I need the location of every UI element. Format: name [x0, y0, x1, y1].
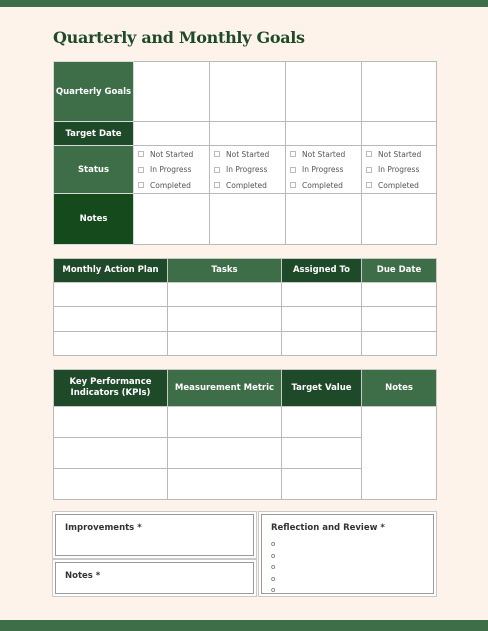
table-cell[interactable] [54, 407, 168, 438]
top-color-band [0, 0, 488, 7]
status-cell [286, 146, 362, 194]
status-option[interactable]: Not Started [290, 146, 361, 162]
checkbox-icon[interactable] [290, 167, 296, 173]
table-cell[interactable] [282, 469, 362, 500]
list-item[interactable]: o [271, 574, 276, 583]
list-item[interactable]: o [271, 540, 276, 548]
table-cell[interactable] [168, 332, 282, 356]
table-row [54, 407, 437, 438]
bottom-color-band [0, 620, 488, 631]
goals-table [53, 61, 437, 245]
checkbox-icon[interactable] [214, 151, 220, 157]
checkbox-icon[interactable] [290, 151, 296, 157]
bullet-list [271, 539, 275, 597]
list-item[interactable]: o [271, 563, 276, 571]
status-cell [210, 146, 286, 194]
table-cell[interactable] [54, 283, 168, 307]
status-option[interactable]: In Progress [138, 162, 209, 178]
table-cell[interactable] [168, 469, 282, 500]
status-option[interactable]: Not Started [214, 146, 285, 162]
status-option[interactable]: Completed [290, 177, 361, 193]
table-cell[interactable] [54, 438, 168, 469]
table-cell[interactable] [282, 332, 362, 356]
table-row [54, 307, 437, 332]
notes-box[interactable] [55, 562, 254, 594]
target-date-cell[interactable] [134, 122, 210, 146]
table-cell[interactable] [282, 407, 362, 438]
status-option[interactable]: In Progress [366, 162, 436, 178]
target-date-row [54, 122, 437, 146]
checkbox-icon[interactable] [138, 151, 144, 157]
column-header: Key Performance Indicators (KPIs) [54, 370, 168, 407]
action-plan-table [53, 258, 437, 356]
column-header: Monthly Action Plan [54, 259, 168, 283]
quarterly-goal-cell[interactable] [362, 62, 437, 122]
table-cell[interactable] [54, 307, 168, 332]
notes-cell[interactable] [362, 194, 437, 245]
checkbox-icon[interactable] [138, 182, 144, 188]
checkbox-icon[interactable] [214, 167, 220, 173]
quarterly-goal-cell[interactable] [286, 62, 362, 122]
action-plan-header [54, 259, 437, 283]
notes-box-label: Notes * [65, 571, 101, 581]
table-cell[interactable] [282, 283, 362, 307]
status-cell [134, 146, 210, 194]
kpi-table [53, 369, 437, 500]
improvements-box[interactable] [55, 514, 254, 556]
table-cell[interactable] [282, 438, 362, 469]
page-title: Quarterly and Monthly Goals [53, 28, 305, 47]
column-header: Tasks [168, 259, 282, 283]
target-date-cell[interactable] [286, 122, 362, 146]
status-cell [362, 146, 437, 194]
status-option[interactable]: In Progress [214, 162, 285, 178]
table-cell[interactable] [362, 307, 437, 332]
table-cell[interactable] [362, 283, 437, 307]
notes-row [54, 194, 437, 245]
table-cell[interactable] [168, 407, 282, 438]
target-date-cell[interactable] [210, 122, 286, 146]
quarterly-goal-cell[interactable] [134, 62, 210, 122]
quarterly-goals-row [54, 62, 437, 122]
list-item[interactable]: o [271, 551, 276, 560]
column-header: Measurement Metric [168, 370, 282, 407]
notes-label: Notes [54, 194, 134, 245]
target-date-cell[interactable] [362, 122, 437, 146]
table-cell[interactable] [168, 307, 282, 332]
table-cell[interactable] [282, 307, 362, 332]
list-item[interactable]: o [271, 586, 276, 594]
status-option[interactable]: Completed [138, 177, 209, 193]
reflection-label: Reflection and Review * [271, 523, 385, 533]
checkbox-icon[interactable] [366, 182, 372, 188]
status-option[interactable]: Not Started [366, 146, 436, 162]
notes-cell[interactable] [286, 194, 362, 245]
status-option[interactable]: Completed [214, 177, 285, 193]
notes-cell[interactable] [134, 194, 210, 245]
quarterly-goals-label: Quarterly Goals [54, 62, 134, 122]
status-row [54, 146, 437, 194]
table-row [54, 283, 437, 307]
checkbox-icon[interactable] [138, 167, 144, 173]
reflection-box[interactable] [261, 514, 434, 594]
column-header: Notes [362, 370, 437, 407]
table-cell[interactable] [54, 332, 168, 356]
status-option[interactable]: In Progress [290, 162, 361, 178]
table-cell[interactable] [362, 332, 437, 356]
table-row [54, 332, 437, 356]
column-header: Target Value [282, 370, 362, 407]
quarterly-goal-cell[interactable] [210, 62, 286, 122]
table-cell[interactable] [168, 283, 282, 307]
status-option[interactable]: Not Started [138, 146, 209, 162]
status-label: Status [54, 146, 134, 194]
table-cell[interactable] [168, 438, 282, 469]
checkbox-icon[interactable] [366, 167, 372, 173]
kpi-header [54, 370, 437, 407]
checkbox-icon[interactable] [290, 182, 296, 188]
checkbox-icon[interactable] [214, 182, 220, 188]
column-header: Assigned To [282, 259, 362, 283]
checkbox-icon[interactable] [366, 151, 372, 157]
target-date-label: Target Date [54, 122, 134, 146]
column-header: Due Date [362, 259, 437, 283]
table-cell[interactable] [54, 469, 168, 500]
notes-cell[interactable] [210, 194, 286, 245]
improvements-label: Improvements * [65, 523, 142, 533]
kpi-notes-cell[interactable] [362, 407, 437, 500]
status-option[interactable]: Completed [366, 177, 436, 193]
